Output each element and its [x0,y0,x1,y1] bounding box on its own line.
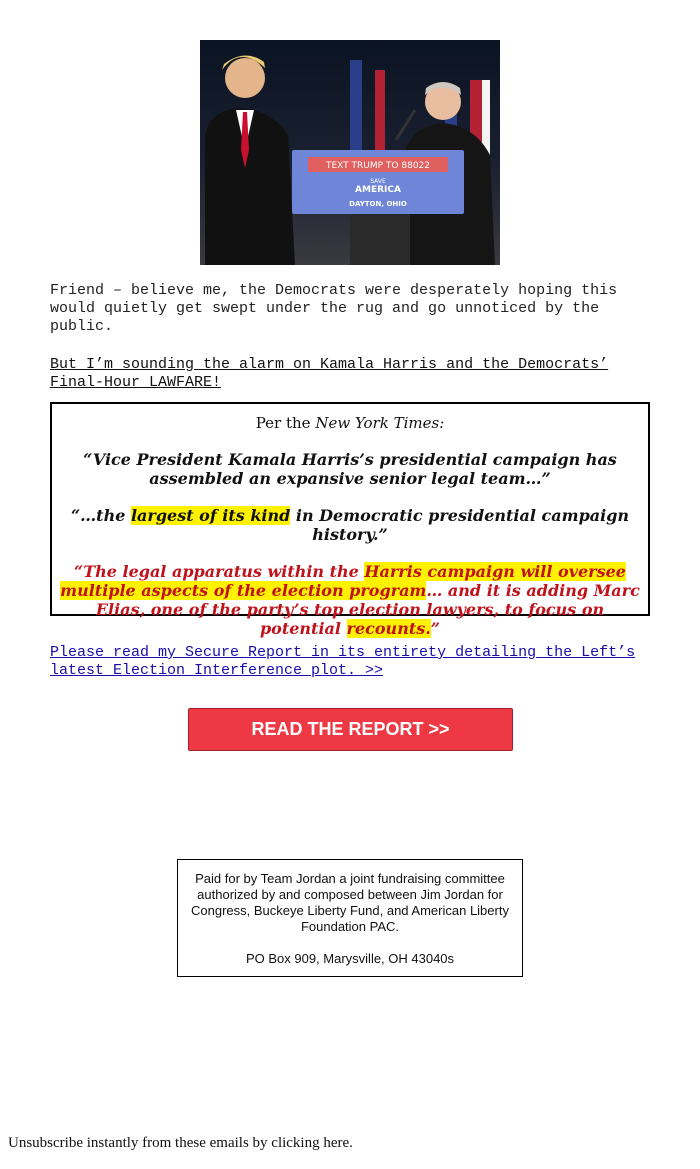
quote-source-prefix: Per the [255,414,316,432]
quote-2-part-b: in Democratic presidential campaign history.” [290,506,630,544]
hero-photo [200,40,500,265]
quote-3-highlight-1: Harris campaign will oversee multiple aspects of the election program [60,562,626,600]
quote-2-highlight: largest of its kind [130,506,291,525]
quote-3-part-c: ” [430,619,440,638]
quote-3-part-a: “The legal apparatus within the [74,562,365,581]
hero-photo-illustration [200,40,500,265]
podium-text-2: SAVE [370,178,386,185]
quote-3-part-b: … and it is adding Marc Elias, one of the party’s top election lawyers, to focus on potential [95,581,640,638]
quote-3-highlight-2: recounts. [346,619,431,638]
secure-report-link[interactable]: Please read my Secure Report in its entirety detailing the Left’s latest Election Interference plot. >> [50,644,636,679]
podium-text-4: DAYTON, OHIO [349,200,407,208]
paid-for-disclaimer [177,859,523,977]
quote-3 [54,562,646,638]
podium-text-1: TEXT TRUMP TO 88022 [325,161,431,171]
quote-source-line [52,414,648,432]
intro-paragraph: Friend – believe me, the Democrats were desperately hoping this would quietly get swept under the rug and go unnoticed by the public. [50,282,618,335]
quote-source-name: New York Times: [315,414,445,432]
alarm-headline: But I’m sounding the alarm on Kamala Harris and the Democrats’ Final-Hour LAWFARE! [50,356,609,391]
disclaimer-address: PO Box 909, Marysville, OH 43040s [245,951,455,966]
quote-2 [56,506,644,544]
disclaimer-paid-for: Paid for by Team Jordan a joint fundraising committee authorized by and composed between Jim Jordan for Congress, Buckeye Liberty Fund, and American Liberty Foundation PAC. [191,871,509,934]
nyt-quote-box [50,402,650,638]
quote-2-part-a: “…the [70,506,131,525]
quote-1: “Vice President Kamala Harris’s presidential campaign has assembled an expansive senior legal team…” [83,450,617,488]
read-report-button[interactable]: READ THE REPORT >> [188,708,513,751]
unsubscribe-link[interactable]: Unsubscribe instantly from these emails by clicking here. [8,1135,353,1151]
podium-text-3: AMERICA [355,185,401,195]
